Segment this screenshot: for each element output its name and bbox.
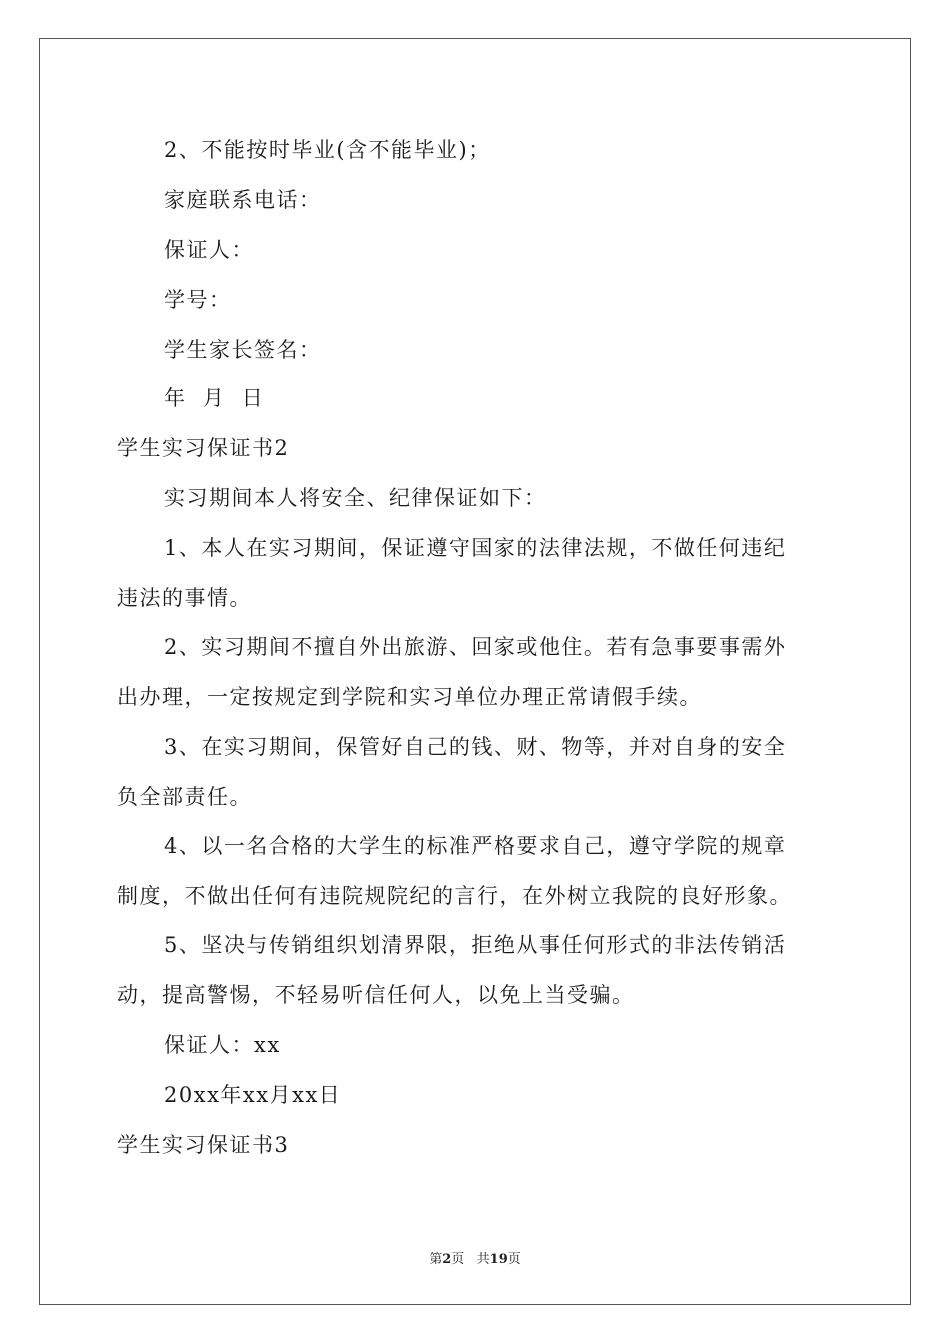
text-line: 2、实习期间不擅自外出旅游、回家或他住。若有急事要事需外 [164, 635, 787, 659]
footer-suffix: 页 [507, 1252, 521, 1267]
text-line: 制度，不做出任何有违院规院纪的言行，在外树立我院的良好形象。 [117, 884, 792, 908]
text-line: 3、在实习期间，保管好自己的钱、财、物等，并对自身的安全 [164, 735, 787, 759]
text-line: 负全部责任。 [117, 785, 252, 809]
text-line: 1、本人在实习期间，保证遵守国家的法律法规，不做任何违纪 [164, 536, 787, 560]
text-line: 年 月 日 [164, 386, 265, 410]
text-line: 实习期间本人将安全、纪律保证如下： [164, 486, 547, 510]
text-line: 动，提高警惕，不轻易听信任何人，以免上当受骗。 [117, 983, 635, 1007]
text-line: 保证人： [164, 238, 254, 262]
footer-prefix: 第 [429, 1252, 443, 1267]
text-line: 学号： [164, 288, 232, 312]
text-line: 出办理，一定按规定到学院和实习单位办理正常请假手续。 [117, 685, 702, 709]
text-line: 5、坚决与传销组织划清界限，拒绝从事任何形式的非法传销活 [164, 933, 787, 957]
current-page-number: 2 [442, 1252, 452, 1267]
footer-mid: 页 共 [451, 1252, 490, 1267]
text-line: 20xx年xx月xx日 [164, 1083, 342, 1107]
text-line: 违法的事情。 [117, 586, 252, 610]
text-line: 学生家长签名： [164, 338, 322, 362]
total-page-number: 19 [489, 1252, 508, 1267]
page-border [39, 38, 911, 1305]
section-heading: 学生实习保证书2 [117, 436, 290, 460]
page-footer [0, 1248, 950, 1267]
section-heading: 学生实习保证书3 [117, 1133, 290, 1157]
text-line: 保证人：xx [164, 1033, 281, 1057]
text-line: 2、不能按时毕业(含不能毕业)； [164, 138, 491, 162]
text-line: 家庭联系电话： [164, 188, 322, 212]
text-line: 4、以一名合格的大学生的标准严格要求自己，遵守学院的规章 [164, 834, 787, 858]
